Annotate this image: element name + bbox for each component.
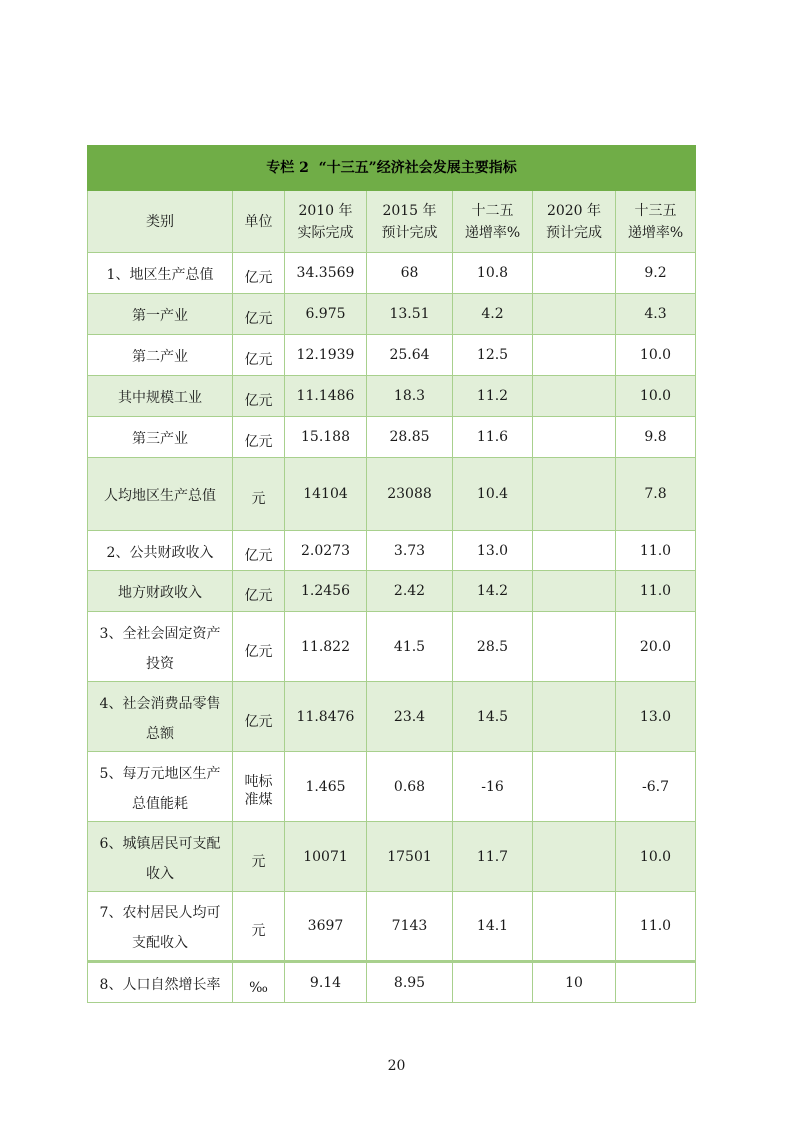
cell-rate-125: 4.2 bbox=[453, 294, 533, 335]
cell-category bbox=[88, 962, 233, 1003]
header-rate-125-line1: 十二五 bbox=[471, 202, 514, 219]
cell-rate-135: 20.0 bbox=[616, 612, 696, 682]
header-row bbox=[88, 191, 696, 253]
header-2015-line1: 2015 年 bbox=[382, 202, 437, 219]
cell-rate-135: 10.0 bbox=[616, 335, 696, 376]
cell-unit bbox=[233, 531, 285, 571]
cell-value-2015: 41.5 bbox=[367, 612, 453, 682]
cell-value-2010: 1.465 bbox=[285, 752, 367, 822]
cell-rate-135: 13.0 bbox=[616, 682, 696, 752]
table-title: 专栏 2 “十三五”经济社会发展主要指标 bbox=[88, 146, 696, 191]
cell-value-2020 bbox=[533, 752, 616, 822]
unit-label: 元 bbox=[251, 491, 266, 507]
cell-category bbox=[88, 571, 233, 612]
category-label: 2、公共财政收入 bbox=[106, 544, 214, 561]
unit-label: 亿元 bbox=[244, 434, 273, 450]
cell-rate-125: 11.6 bbox=[453, 417, 533, 458]
table-row bbox=[88, 682, 696, 752]
cell-rate-135: 10.0 bbox=[616, 376, 696, 417]
cell-value-2015: 2.42 bbox=[367, 571, 453, 612]
cell-value-2020 bbox=[533, 822, 616, 892]
unit-label: 亿元 bbox=[244, 588, 273, 604]
cell-rate-125: 12.5 bbox=[453, 335, 533, 376]
indicator-table bbox=[87, 145, 696, 1003]
cell-value-2020: 10 bbox=[533, 962, 616, 1003]
cell-value-2020 bbox=[533, 253, 616, 294]
cell-unit bbox=[233, 682, 285, 752]
cell-category bbox=[88, 822, 233, 892]
cell-unit bbox=[233, 458, 285, 531]
cell-value-2020 bbox=[533, 417, 616, 458]
cell-category bbox=[88, 531, 233, 571]
table-row bbox=[88, 417, 696, 458]
cell-category bbox=[88, 335, 233, 376]
header-category: 类别 bbox=[88, 191, 233, 253]
table-row bbox=[88, 531, 696, 571]
cell-value-2015: 68 bbox=[367, 253, 453, 294]
cell-rate-125: 10.8 bbox=[453, 253, 533, 294]
cell-rate-135: -6.7 bbox=[616, 752, 696, 822]
table-row bbox=[88, 335, 696, 376]
table-row bbox=[88, 892, 696, 962]
cell-rate-135: 9.2 bbox=[616, 253, 696, 294]
cell-unit bbox=[233, 376, 285, 417]
unit-label: 吨标准煤 bbox=[244, 773, 273, 808]
table-row bbox=[88, 294, 696, 335]
unit-label: 元 bbox=[251, 853, 266, 870]
cell-rate-135: 11.0 bbox=[616, 531, 696, 571]
cell-value-2015: 3.73 bbox=[367, 531, 453, 571]
cell-unit bbox=[233, 253, 285, 294]
cell-value-2010: 11.8476 bbox=[285, 682, 367, 752]
cell-rate-125: -16 bbox=[453, 752, 533, 822]
cell-unit bbox=[233, 752, 285, 822]
cell-rate-125 bbox=[453, 962, 533, 1003]
cell-category bbox=[88, 376, 233, 417]
cell-category bbox=[88, 458, 233, 531]
cell-rate-135: 11.0 bbox=[616, 571, 696, 612]
cell-rate-125: 10.4 bbox=[453, 458, 533, 531]
cell-rate-135: 4.3 bbox=[616, 294, 696, 335]
header-2010-line2: 实际完成 bbox=[297, 224, 354, 241]
cell-value-2015: 18.3 bbox=[367, 376, 453, 417]
cell-value-2020 bbox=[533, 294, 616, 335]
cell-value-2010: 34.3569 bbox=[285, 253, 367, 294]
cell-value-2020 bbox=[533, 335, 616, 376]
table-row bbox=[88, 962, 696, 1003]
unit-label: 亿元 bbox=[244, 393, 273, 409]
cell-unit bbox=[233, 417, 285, 458]
header-2010-line1: 2010 年 bbox=[298, 202, 353, 219]
cell-value-2010: 2.0273 bbox=[285, 531, 367, 571]
cell-value-2010: 1.2456 bbox=[285, 571, 367, 612]
unit-label: 亿元 bbox=[244, 311, 273, 327]
header-2020 bbox=[533, 191, 616, 253]
category-label: 其中规模工业 bbox=[118, 390, 202, 406]
unit-label: 亿元 bbox=[244, 713, 273, 730]
cell-value-2015: 7143 bbox=[367, 892, 453, 962]
cell-rate-125: 28.5 bbox=[453, 612, 533, 682]
category-label: 第二产业 bbox=[132, 349, 188, 365]
cell-value-2020 bbox=[533, 458, 616, 531]
unit-label: 亿元 bbox=[244, 352, 273, 368]
header-rate-125 bbox=[453, 191, 533, 253]
cell-category bbox=[88, 892, 233, 962]
cell-rate-125: 14.1 bbox=[453, 892, 533, 962]
cell-value-2010: 9.14 bbox=[285, 962, 367, 1003]
cell-rate-125: 13.0 bbox=[453, 531, 533, 571]
cell-value-2015: 13.51 bbox=[367, 294, 453, 335]
cell-value-2020 bbox=[533, 612, 616, 682]
cell-value-2010: 6.975 bbox=[285, 294, 367, 335]
table-row bbox=[88, 612, 696, 682]
cell-unit bbox=[233, 335, 285, 376]
cell-unit bbox=[233, 892, 285, 962]
category-label: 6、城镇居民可支配收入 bbox=[99, 835, 221, 882]
cell-rate-135: 7.8 bbox=[616, 458, 696, 531]
cell-unit bbox=[233, 571, 285, 612]
cell-value-2020 bbox=[533, 892, 616, 962]
cell-value-2020 bbox=[533, 376, 616, 417]
cell-value-2015: 23.4 bbox=[367, 682, 453, 752]
cell-value-2015: 17501 bbox=[367, 822, 453, 892]
cell-rate-135: 10.0 bbox=[616, 822, 696, 892]
category-label: 3、全社会固定资产投资 bbox=[99, 625, 221, 672]
cell-category bbox=[88, 253, 233, 294]
cell-unit bbox=[233, 822, 285, 892]
cell-value-2015: 23088 bbox=[367, 458, 453, 531]
header-rate-125-line2: 递增率% bbox=[464, 224, 521, 241]
cell-value-2010: 14104 bbox=[285, 458, 367, 531]
cell-rate-135: 11.0 bbox=[616, 892, 696, 962]
unit-label: 元 bbox=[251, 923, 266, 939]
table-row bbox=[88, 822, 696, 892]
unit-label: 亿元 bbox=[244, 643, 273, 660]
cell-value-2010: 11.1486 bbox=[285, 376, 367, 417]
header-unit: 单位 bbox=[233, 191, 285, 253]
cell-value-2015: 8.95 bbox=[367, 962, 453, 1003]
table-row bbox=[88, 752, 696, 822]
category-label: 人均地区生产总值 bbox=[104, 488, 216, 504]
unit-label: 亿元 bbox=[244, 270, 273, 286]
cell-value-2010: 12.1939 bbox=[285, 335, 367, 376]
cell-unit bbox=[233, 294, 285, 335]
cell-rate-125: 14.2 bbox=[453, 571, 533, 612]
cell-value-2020 bbox=[533, 571, 616, 612]
unit-label: ‰ bbox=[249, 979, 268, 996]
table-row bbox=[88, 571, 696, 612]
header-2015 bbox=[367, 191, 453, 253]
cell-value-2010: 3697 bbox=[285, 892, 367, 962]
category-label: 地方财政收入 bbox=[118, 585, 202, 601]
cell-rate-135 bbox=[616, 962, 696, 1003]
header-2010 bbox=[285, 191, 367, 253]
category-label: 8、人口自然增长率 bbox=[99, 976, 221, 993]
header-2020-line2: 预计完成 bbox=[546, 224, 602, 241]
cell-value-2015: 28.85 bbox=[367, 417, 453, 458]
cell-category bbox=[88, 752, 233, 822]
header-rate-135-line2: 递增率% bbox=[627, 224, 684, 241]
header-2015-line2: 预计完成 bbox=[381, 224, 438, 241]
table-row bbox=[88, 376, 696, 417]
table-row bbox=[88, 458, 696, 531]
cell-unit bbox=[233, 612, 285, 682]
header-rate-135-line1: 十三五 bbox=[634, 202, 677, 219]
cell-value-2010: 10071 bbox=[285, 822, 367, 892]
cell-value-2015: 0.68 bbox=[367, 752, 453, 822]
table-row bbox=[88, 253, 696, 294]
cell-value-2010: 11.822 bbox=[285, 612, 367, 682]
cell-value-2020 bbox=[533, 531, 616, 571]
category-label: 5、每万元地区生产总值能耗 bbox=[99, 765, 221, 812]
cell-category bbox=[88, 417, 233, 458]
category-label: 7、农村居民人均可支配收入 bbox=[99, 905, 221, 951]
cell-rate-125: 14.5 bbox=[453, 682, 533, 752]
category-label: 第三产业 bbox=[132, 431, 188, 447]
cell-value-2020 bbox=[533, 682, 616, 752]
page-number: 20 bbox=[387, 1058, 406, 1074]
category-label: 第一产业 bbox=[132, 308, 188, 324]
cell-category bbox=[88, 294, 233, 335]
cell-rate-125: 11.2 bbox=[453, 376, 533, 417]
cell-category bbox=[88, 612, 233, 682]
cell-category bbox=[88, 682, 233, 752]
unit-label: 亿元 bbox=[244, 547, 273, 564]
header-2020-line1: 2020 年 bbox=[546, 202, 602, 219]
category-label: 4、社会消费品零售总额 bbox=[99, 695, 221, 742]
category-label: 1、地区生产总值 bbox=[106, 267, 214, 283]
cell-rate-125: 11.7 bbox=[453, 822, 533, 892]
cell-value-2010: 15.188 bbox=[285, 417, 367, 458]
cell-rate-135: 9.8 bbox=[616, 417, 696, 458]
cell-unit bbox=[233, 962, 285, 1003]
header-rate-135 bbox=[616, 191, 696, 253]
cell-value-2015: 25.64 bbox=[367, 335, 453, 376]
